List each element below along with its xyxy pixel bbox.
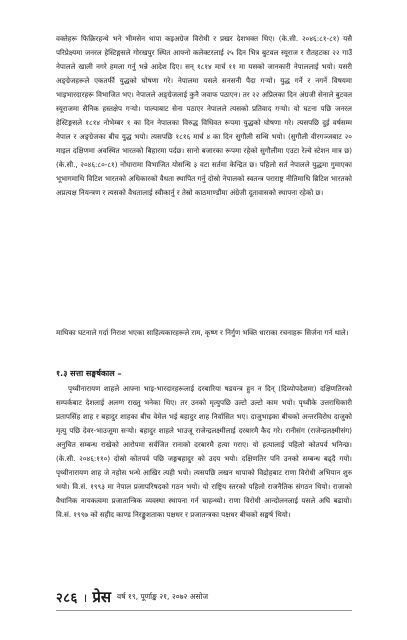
footer-rule [56, 610, 352, 611]
document-page [56, 0, 352, 640]
body-paragraph-1: वक्तेहरू फिक्रिरहन्थे भने भीमसेन थापा कइअ‌‌ग्रेज विरोधी र प्रखर देशभक्त थिए। (के.सी. २०४६:८१-८१) यसै परिप्रेक्ष्यमा जनरल हेस्टिङ्गसले गोरखपुर स्थित आफ्नो कलेक्टरलाई २५ दिन भित्र बुटवल स्यूराज र रौतहटका २२ गाउँ नेपालले खाली नगरे हमला गर्नु भन्ने आदेश दिए। सन् १८१४ मार्च ११ मा यसको जानकारी नेपाललाई भयो। यसरी अङ्ग्रेजहरूले एकतर्फी युद्धको घोषणा गरे। नेपालमा यसले सनसनी पैदा गऱ्यो। युद्ध गर्ने र नगर्ने विषयमा भाइभारदारहरू विभाजित भए। नेपालले अङ्ग्रेजलाई कुनै जवाफ पठाएन। तर २२ अप्रिलका दिन अंग्रजी सेनाले बुटवल स्यूराजमा सैनिक हस्तक्षेप गऱ्यो। पाल्पाबाट सेना पठाएर नेपालले त्यसको प्रतिवाद गऱ्यो। यो घटना पछि जनरल हेस्टिङ्गसले १८१४ नोभेम्बर १ का दिन नेपालका विरुद्ध विधिवत रूपमा युद्धको घोषणा गरे। त्यसपछि दुई वर्षसम्म नेपाल र अङ्ग्रेजका बीच युद्ध भयो। त्यसपछि १८१६ मार्च ४ का दिन सुगौली सन्धि भयो। (सुगौली वीरगञ्जबाट २० माइल दक्षिणमा अवस्थित भारतको बिहारमा पर्दछ। सानो बजारका रूपमा रहेको सुगौलीमा एउटा रेल्वे स्टेशन मात्र छ) (के.सी., २०४६:८०-८१) नोंधारामा विभाजित योसन्धि ३ वटा सर्तमा केन्द्रित छ। पहिलो सर्त नेपालले युद्धमा गुमाएका भूभागमाथि विटिश भारतको अधिकारको वैधता स्थापित गर्नु दोस्रो नेपालको स्वतन्त्र पराराष्ट्र नीतिमाथि ब्रिटिश भारतको अप्रत्यक्ष नियन्त्रण र त्यसको वैधतालाई स्वीकार्नु र तेस्रो काठमाण्डौंमा अंग्रेजी दूतावासको स्थापना रहेको छ। [56, 34, 352, 197]
magazine-title: प्रेस [92, 588, 112, 606]
issue-info: वर्ष १९, पूर्णाङ्क २१, २०७२ असोज [117, 592, 209, 601]
footer-separator: । [82, 590, 88, 605]
section-heading: १.३ सत्ता सङ्घर्षकाल – [56, 369, 122, 378]
body-paragraph-3: पृथ्वीनारायण शाहले आफ्ना भाइ-भारदारहरूलाई दरबारिया षडयन्त्र हुन न दिन् (दिव्योपदेशमा) दक्षिणतिरको सम्पर्कबाट देशलाई अलग्ग राख्नु भनेका थिए। तर उनको मृत्युपछि उल्टो उल्टो काम भयो। पृथ्वीके उत्तराधिकारी प्रतापसिंह शाह र बहादुर शाहका बीच वेमेल भई बहादुर शाह निर्वासित भए। दाजुभाइका बीचको अन्तरविरोध दाजुको मृत्यु पछि देवर-भाउजूमा सऱ्यो। बहादुर शाहले भाउजू राजेन्द्रलक्ष्मीलाई दरबारमै कैद गरे। रानीसंग (राजेन्द्रलक्ष्मीसंग) अनुचित सम्बन्ध राखेको आरोपमा सर्वजित रानाको दरबारमै हत्या गराए। यो हत्यालाई पहिलो कोतपर्व भनिन्छ। (के.सी. २०४६:११०) दोस्रो कोतपर्व पछि जङ्गबहादुर को उदय भयो। दक्षिणतिर पनि उनको सम्बन्ध बढ्दै गयो। पृथ्वीनारायण शाह जे नहोस भन्थे आखिर त्यही भयो। त्यसपछि लखन थापाको विद्रोहबाट राणा विरोधी अभियान शुरु भयो। वि.सं. १९९३ मा नेपाल प्रजापरिषदको गठन भयो। यो राष्ट्रिय स्तरको पहिलो राजनैतिक संगठन थियो। राजाको वैधानिक नायकत्वमा प्रजातान्त्रिक व्यवस्था स्थापना गर्न चाहन्थ्यो। राणा विरोधी आन्दोलनलाई यसले अघि बढायो। वि.सं. १९९७ को सहीद काण्ड निरङ्कुशताका पक्षधर र प्रजातन्त्रका पक्षधर बीचको सङ्घर्ष थियो। [56, 384, 352, 519]
body-paragraph-2: माथिका घटनाले गर्दा निराश भएका साहित्यकारहरूले राम, कृष्ण र निर्गुण भक्ति धाराका रचनाहरू सिर्जना गर्न थाले। [56, 328, 349, 337]
page-footer [56, 585, 352, 609]
page-number: २८६ [56, 591, 78, 606]
